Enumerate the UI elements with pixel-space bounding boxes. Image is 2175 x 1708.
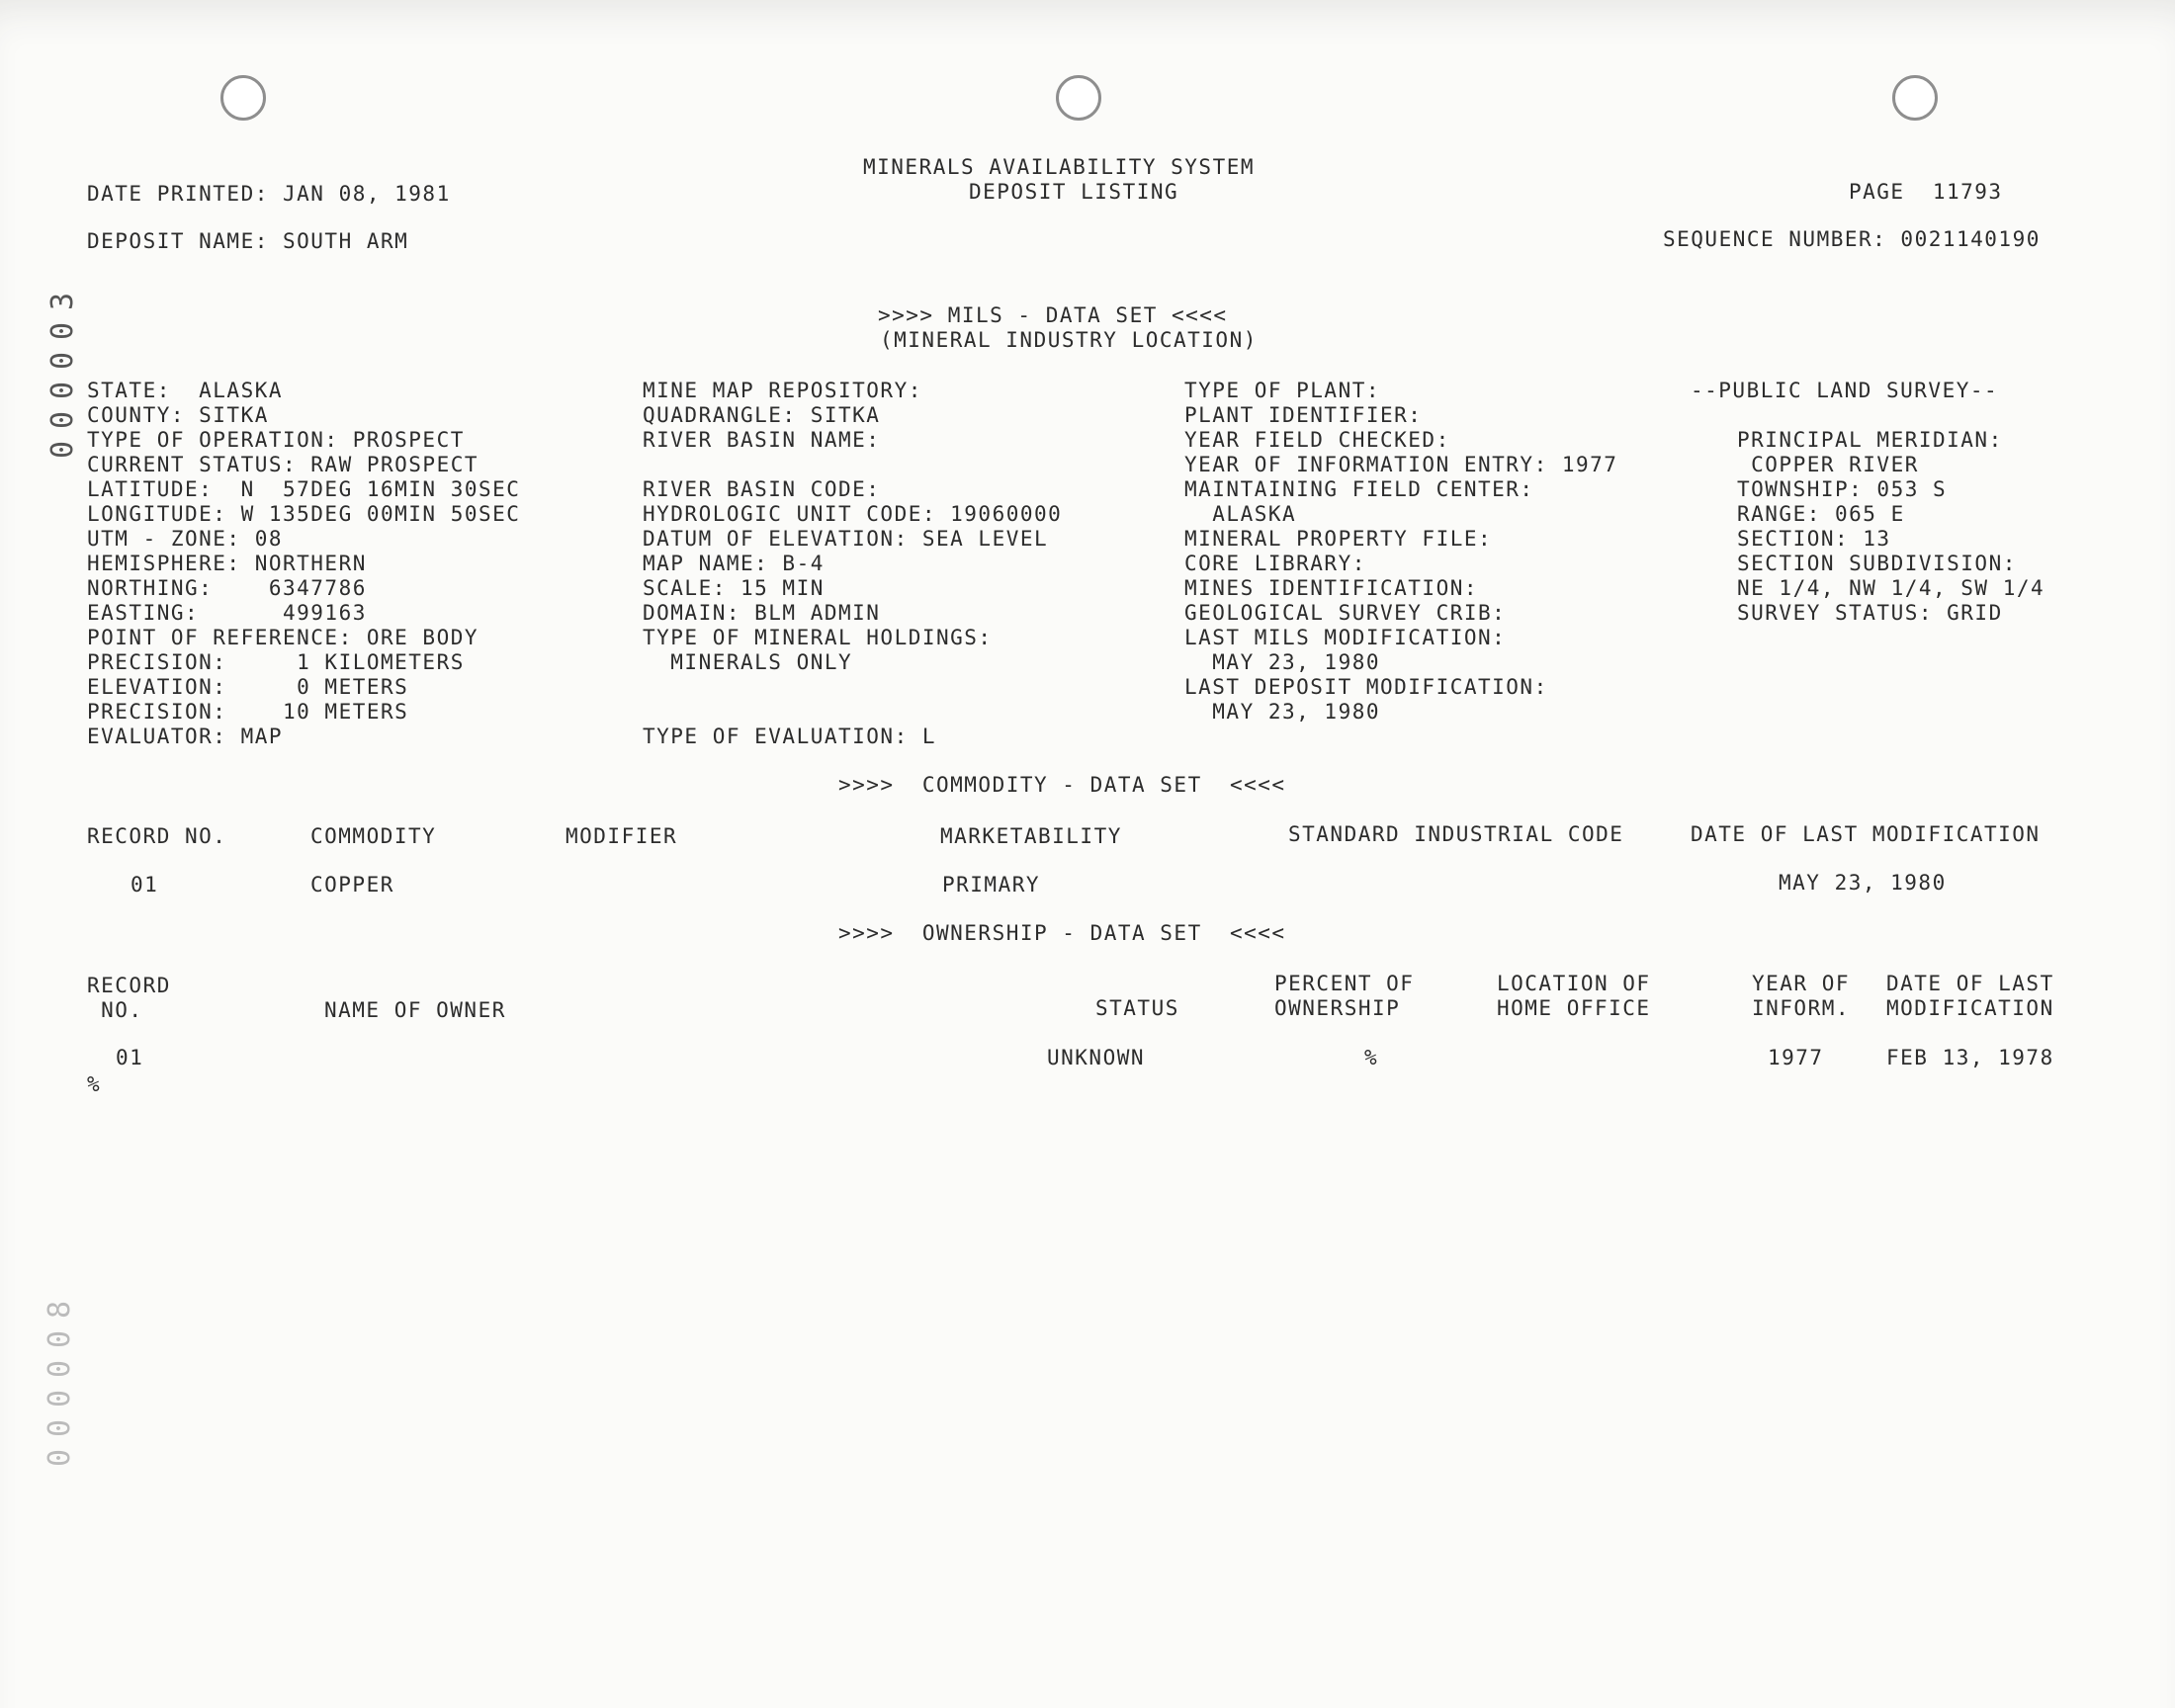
field-northing: NORTHING: 6347786 bbox=[87, 576, 367, 600]
commodity-header-date: DATE OF LAST MODIFICATION bbox=[1691, 822, 2041, 846]
field-section: SECTION: 13 bbox=[1737, 527, 1891, 551]
ownership-header-status: STATUS bbox=[1095, 996, 1179, 1020]
field-mineral-holdings: TYPE OF MINERAL HOLDINGS: bbox=[643, 626, 993, 649]
field-mines-identification: MINES IDENTIFICATION: bbox=[1184, 576, 1479, 600]
punch-hole-left bbox=[220, 75, 266, 121]
punch-hole-right bbox=[1892, 75, 1938, 121]
deposit-name: DEPOSIT NAME: SOUTH ARM bbox=[87, 229, 409, 253]
field-year-field-checked: YEAR FIELD CHECKED: bbox=[1184, 428, 1450, 452]
field-type-of-plant: TYPE OF PLANT: bbox=[1184, 379, 1381, 402]
ownership-header-date-1: DATE OF LAST bbox=[1886, 972, 2054, 995]
field-precision-elevation: PRECISION: 10 METERS bbox=[87, 700, 409, 724]
commodity-header-marketability: MARKETABILITY bbox=[940, 824, 1122, 848]
field-mineral-holdings-value: MINERALS ONLY bbox=[643, 650, 853, 674]
field-quadrangle: QUADRANGLE: SITKA bbox=[643, 403, 881, 427]
field-hemisphere: HEMISPHERE: NORTHERN bbox=[87, 552, 367, 575]
field-survey-status: SURVEY STATUS: GRID bbox=[1737, 601, 2003, 625]
field-utm-zone: UTM - ZONE: 08 bbox=[87, 527, 284, 551]
field-last-deposit-modification-value: MAY 23, 1980 bbox=[1184, 700, 1381, 724]
ownership-header-record: RECORD bbox=[87, 974, 171, 997]
spacer-row bbox=[643, 675, 1062, 700]
punch-hole-center bbox=[1056, 75, 1101, 121]
field-current-status: CURRENT STATUS: RAW PROSPECT bbox=[87, 453, 479, 476]
field-county: COUNTY: SITKA bbox=[87, 403, 269, 427]
field-maintaining-field-center-value: ALASKA bbox=[1184, 502, 1297, 526]
field-scale: SCALE: 15 MIN bbox=[643, 576, 825, 600]
field-easting: EASTING: 499163 bbox=[87, 601, 367, 625]
faint-margin-digit: 0 bbox=[43, 1359, 78, 1379]
field-type-of-evaluation: TYPE OF EVALUATION: L bbox=[643, 725, 937, 748]
faint-margin-digit: 0 bbox=[43, 1329, 78, 1349]
field-state: STATE: ALASKA bbox=[87, 379, 284, 402]
spacer-row bbox=[643, 700, 1062, 725]
field-elevation: ELEVATION: 0 METERS bbox=[87, 675, 409, 699]
commodity-title: >>>> COMMODITY - DATA SET <<<< bbox=[838, 773, 1286, 797]
mils-location-column bbox=[87, 379, 520, 749]
field-last-mils-modification-value: MAY 23, 1980 bbox=[1184, 650, 1381, 674]
ownership-header-name: NAME OF OWNER bbox=[324, 998, 506, 1022]
field-datum-of-elevation: DATUM OF ELEVATION: SEA LEVEL bbox=[643, 527, 1049, 551]
field-last-mils-modification: LAST MILS MODIFICATION: bbox=[1184, 626, 1507, 649]
ownership-header-record-no: NO. bbox=[87, 998, 143, 1022]
commodity-header-commodity: COMMODITY bbox=[310, 824, 437, 848]
field-last-deposit-modification: LAST DEPOSIT MODIFICATION: bbox=[1184, 675, 1548, 699]
field-principal-meridian: PRINCIPAL MERIDIAN: bbox=[1737, 428, 2003, 452]
ownership-header-location-2: HOME OFFICE bbox=[1497, 996, 1651, 1020]
margin-stamp-digit: 3 bbox=[45, 292, 80, 311]
ownership-title: >>>> OWNERSHIP - DATA SET <<<< bbox=[838, 921, 1286, 945]
field-river-basin-code: RIVER BASIN CODE: bbox=[643, 477, 881, 501]
field-core-library: CORE LIBRARY: bbox=[1184, 552, 1366, 575]
field-hydrologic-unit-code: HYDROLOGIC UNIT CODE: 19060000 bbox=[643, 502, 1063, 526]
field-mineral-property-file: MINERAL PROPERTY FILE: bbox=[1184, 527, 1493, 551]
field-year-information-entry: YEAR OF INFORMATION ENTRY: 1977 bbox=[1184, 453, 1618, 476]
field-latitude: LATITUDE: N 57DEG 16MIN 30SEC bbox=[87, 477, 521, 501]
ownership-header-percent-1: PERCENT OF bbox=[1274, 972, 1415, 995]
faint-margin-digit: 8 bbox=[43, 1300, 78, 1320]
ownership-header-year-2: INFORM. bbox=[1752, 996, 1851, 1020]
ownership-header-year-1: YEAR OF bbox=[1752, 972, 1851, 995]
field-section-subdivision: SECTION SUBDIVISION: bbox=[1737, 552, 2017, 575]
commodity-date: MAY 23, 1980 bbox=[1779, 871, 1947, 895]
ownership-year: 1977 bbox=[1768, 1046, 1824, 1069]
margin-stamp-digit: 0 bbox=[45, 410, 80, 430]
ownership-header-date-2: MODIFICATION bbox=[1886, 996, 2054, 1020]
field-river-basin-name: RIVER BASIN NAME: bbox=[643, 428, 881, 452]
commodity-record-no: 01 bbox=[130, 873, 159, 897]
field-evaluator: EVALUATOR: MAP bbox=[87, 725, 284, 748]
system-title: MINERALS AVAILABILITY SYSTEM bbox=[863, 155, 1256, 179]
field-section-subdivision-value: NE 1/4, NW 1/4, SW 1/4 bbox=[1737, 576, 2045, 600]
commodity-marketability: PRIMARY bbox=[942, 873, 1041, 897]
mils-subtitle: (MINERAL INDUSTRY LOCATION) bbox=[880, 328, 1258, 352]
field-maintaining-field-center: MAINTAINING FIELD CENTER: bbox=[1184, 477, 1534, 501]
commodity-header-record: RECORD NO. bbox=[87, 824, 227, 848]
ownership-header-location-1: LOCATION OF bbox=[1497, 972, 1651, 995]
faint-margin-digit: 0 bbox=[43, 1389, 78, 1409]
ownership-header-percent-2: OWNERSHIP bbox=[1274, 996, 1401, 1020]
field-longitude: LONGITUDE: W 135DEG 00MIN 50SEC bbox=[87, 502, 521, 526]
ownership-status: UNKNOWN bbox=[1047, 1046, 1146, 1069]
field-precision-location: PRECISION: 1 KILOMETERS bbox=[87, 650, 465, 674]
margin-stamp-digit: 0 bbox=[45, 321, 80, 341]
spacer-row bbox=[643, 453, 1062, 477]
field-range: RANGE: 065 E bbox=[1737, 502, 1905, 526]
mils-plant-column bbox=[1184, 379, 1617, 725]
field-point-of-reference: POINT OF REFERENCE: ORE BODY bbox=[87, 626, 479, 649]
sequence-number: SEQUENCE NUMBER: 0021140190 bbox=[1663, 227, 2041, 251]
field-domain: DOMAIN: BLM ADMIN bbox=[643, 601, 881, 625]
commodity-name: COPPER bbox=[310, 873, 394, 897]
field-township: TOWNSHIP: 053 S bbox=[1737, 477, 1948, 501]
ownership-date: FEB 13, 1978 bbox=[1886, 1046, 2054, 1069]
ownership-percent: % bbox=[1364, 1046, 1379, 1069]
margin-stamp-digit: 0 bbox=[45, 440, 80, 460]
ownership-record-no: 01 bbox=[116, 1046, 144, 1069]
public-land-survey-column bbox=[1737, 428, 2044, 626]
commodity-header-sic: STANDARD INDUSTRIAL CODE bbox=[1288, 822, 1624, 846]
ownership-trailer: % bbox=[87, 1072, 102, 1096]
faint-margin-digit: 0 bbox=[43, 1448, 78, 1468]
field-mine-map-repository: MINE MAP REPOSITORY: bbox=[643, 379, 922, 402]
field-principal-meridian-value: COPPER RIVER bbox=[1737, 453, 1919, 476]
field-map-name: MAP NAME: B-4 bbox=[643, 552, 825, 575]
margin-stamp-code bbox=[44, 287, 83, 465]
field-plant-identifier: PLANT IDENTIFIER: bbox=[1184, 403, 1423, 427]
commodity-header-modifier: MODIFIER bbox=[566, 824, 678, 848]
date-printed: DATE PRINTED: JAN 08, 1981 bbox=[87, 182, 451, 206]
listing-title: DEPOSIT LISTING bbox=[969, 180, 1179, 204]
mils-title: >>>> MILS - DATA SET <<<< bbox=[878, 303, 1228, 327]
margin-stamp-digit: 0 bbox=[45, 351, 80, 371]
field-geological-survey-crib: GEOLOGICAL SURVEY CRIB: bbox=[1184, 601, 1507, 625]
faint-margin-digit: 0 bbox=[43, 1418, 78, 1438]
public-land-survey-heading: --PUBLIC LAND SURVEY-- bbox=[1691, 379, 1999, 402]
faint-margin-code bbox=[43, 1295, 78, 1473]
page-number: PAGE 11793 bbox=[1849, 180, 2003, 204]
field-operation-type: TYPE OF OPERATION: PROSPECT bbox=[87, 428, 465, 452]
margin-stamp-digit: 0 bbox=[45, 381, 80, 400]
mils-map-column bbox=[643, 379, 1062, 749]
